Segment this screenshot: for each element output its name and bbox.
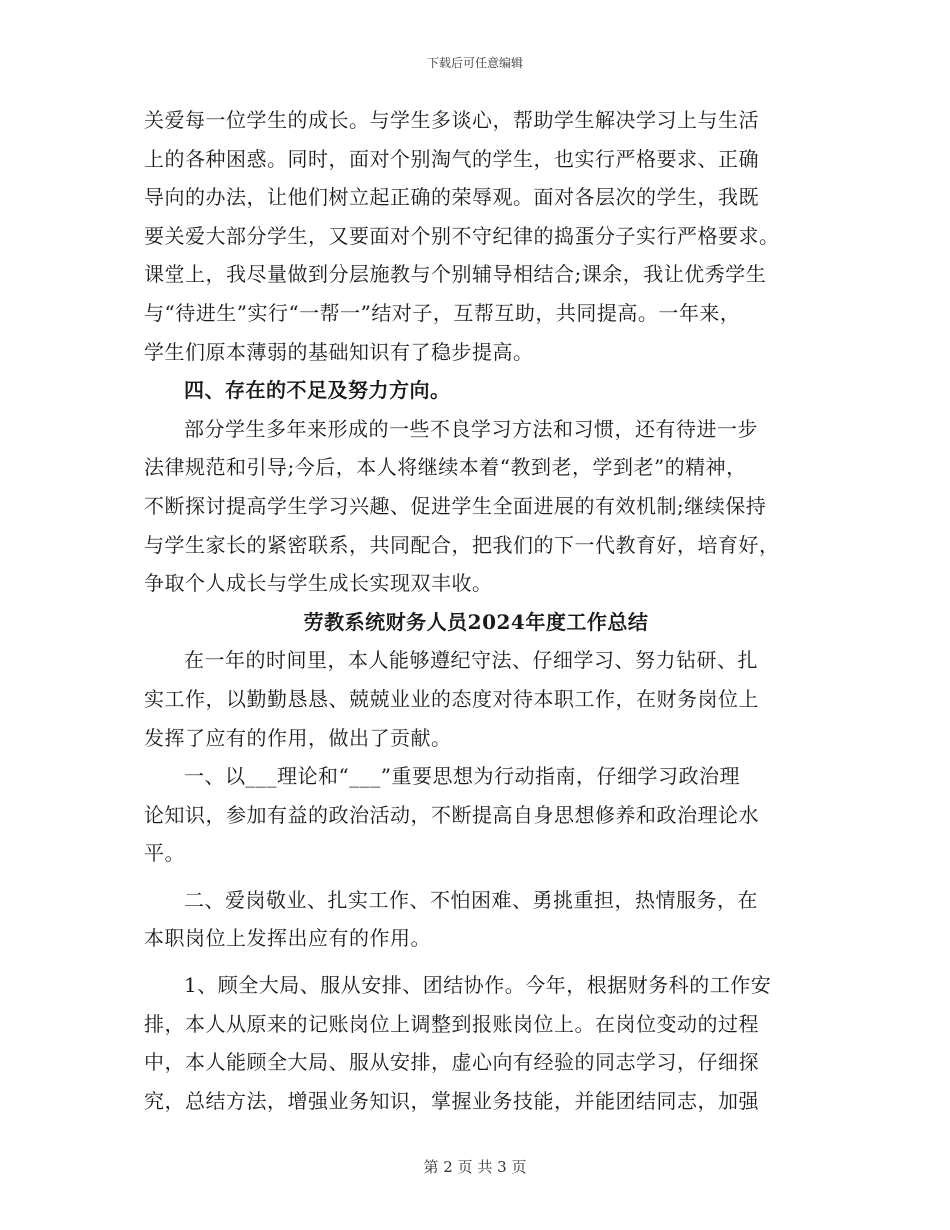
document-body	[144, 101, 808, 1120]
text-line: 与“待进生”实行“一帮一”结对子，互帮互助，共同提高。一年来，	[144, 300, 741, 325]
text-line: 一、以___理论和“___”重要思想为行动指南，仔细学习政治理	[184, 764, 740, 789]
text-line: 学生们原本薄弱的基础知识有了稳步提高。	[144, 339, 534, 364]
text-line: 部分学生多年来形成的一些不良学习方法和习惯，还有待进一步	[184, 416, 758, 441]
text-line: 1、顾全大局、服从安排、团结协作。今年，根据财务科的工作安	[184, 973, 772, 998]
text-line: 平。	[144, 841, 185, 866]
page-header: 下载后可任意编辑	[426, 56, 523, 70]
text-line: 发挥了应有的作用，做出了贡献。	[144, 725, 452, 750]
text-line: 要关爱大部分学生，又要面对个别不守纪律的捣蛋分子实行严格要求。	[144, 223, 780, 248]
text-line: 导向的办法，让他们树立起正确的荣辱观。面对各层次的学生，我既	[144, 185, 759, 210]
text-line: 课堂上，我尽量做到分层施教与个别辅导相结合;课余，我让优秀学生	[144, 262, 767, 287]
section-heading: 四、存在的不足及努力方向。	[184, 378, 451, 403]
document-title: 劳教系统财务人员2024年度工作总结	[303, 609, 649, 634]
text-line: 排，本人从原来的记账岗位上调整到报账岗位上。在岗位变动的过程	[144, 1011, 759, 1036]
text-line: 关爱每一位学生的成长。与学生多谈心，帮助学生解决学习上与生活	[144, 108, 759, 132]
text-line: 论知识，参加有益的政治活动，不断提高自身思想修养和政治理论水	[144, 802, 759, 827]
text-line: 究，总结方法，增强业务知识，掌握业务技能，并能团结同志，加强	[144, 1088, 759, 1113]
text-line: 本职岗位上发挥出应有的作用。	[144, 926, 431, 951]
text-line: 二、爱岗敬业、扎实工作、不怕困难、勇挑重担，热情服务，在	[184, 887, 758, 912]
text-line: 在一年的时间里，本人能够遵纪守法、仔细学习、努力钻研、扎	[184, 648, 758, 673]
text-line: 与学生家长的紧密联系，共同配合，把我们的下一代教育好，培育好，	[144, 532, 780, 557]
text-line: 中，本人能顾全大局、服从安排，虚心向有经验的同志学习，仔细探	[144, 1050, 759, 1075]
page-footer: 第 2 页 共 3 页	[423, 1158, 527, 1176]
text-line: 争取个人成长与学生成长实现双丰收。	[144, 571, 493, 596]
text-line: 实工作，以勤勤恳恳、兢兢业业的态度对待本职工作，在财务岗位上	[144, 686, 759, 711]
text-line: 法律规范和引导;今后，本人将继续本着“教到老，学到老”的精神，	[144, 455, 747, 480]
text-line: 上的各种困惑。同时，面对个别淘气的学生，也实行严格要求、正确	[144, 146, 759, 171]
text-line: 不断探讨提高学生学习兴趣、促进学生全面进展的有效机制;继续保持	[144, 493, 767, 518]
